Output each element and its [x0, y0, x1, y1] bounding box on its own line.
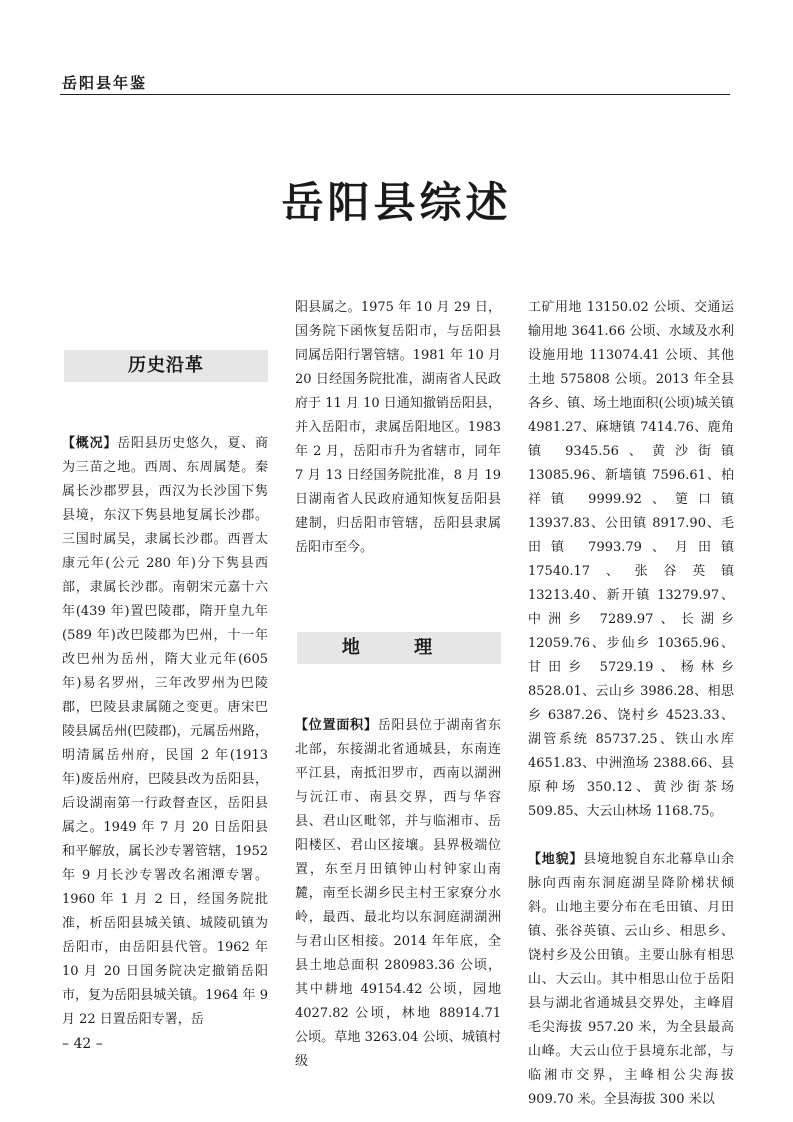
page-number: – 42 – — [62, 1036, 103, 1052]
header-rule — [60, 94, 730, 95]
overview-text-1: 岳阳县历史悠久，夏、商为三苗之地。西周、东周属楚。秦属长沙郡罗县，西汉为长沙国下隽县境，东汉下隽县地复属长沙郡。三国时属吴，隶属长沙郡。西晋太康元年(公元 280 年)分下隽县西部，隶属长沙郡。南朝宋元嘉十六年(439 年)置巴陵郡，隋开皇九年(589 年)改巴陵郡为巴州，十一年改巴州为岳州，隋大业元年(605 年)易名罗州，三年改罗州为巴陵郡，巴陵县隶属随之变更。唐宋巴陵县属岳州(巴陵郡)，元属岳州路，明清属岳州府，民国 2 年(1913 年)废岳州府，巴陵县改为岳阳县，后设湖南第一行政督查区，岳阳县属之。1949 年 7 月 20 日岳阳县和平解放，属长沙专署管辖，1952 年 9 月长沙专署改名湘潭专署。1960 年 1 月 2 日，经国务院批准，析岳阳县城关镇、城陵矶镇为岳阳市，由岳阳县代管。1962 年 10 月 20 日国务院决定撤销岳阳市，复为岳阳县城关镇。1964 年 9 月 22 日置岳阳专署，岳 — [62, 436, 268, 1027]
location-text-2: 工矿用地 13150.02 公顷、交通运输用地 3641.66 公顷、水域及水利设施用地 113074.41 公顷、其他土地 575808 公顷。2013 年全县各乡、镇、场土地面积(公顷)城关镇 4981.27、麻塘镇 7414.76、鹿角镇 9345.56、黄沙街镇 13085.96、新墙镇 7596.61、柏祥镇 9999.92、筻口镇 13937.83、公田镇 8917.90、毛田镇 7993.79、月田镇 17540.17、张谷英镇 13213.40、新开镇 13279.97、中洲乡 7289.97、长湖乡 12059.76、步仙乡 10365.96、甘田乡 5729.19、杨林乡 8528.01、云山乡 3986.28、相思乡 6387.26、饶村乡 4523.33、湖管系统 85737.25、铁山水库 4651.83、中洲渔场 2388.66、县原种场 350.12、黄沙街茶场 509.85、大云山林场 1168.75。 — [528, 300, 734, 819]
location-text-1: 岳阳县位于湖南省东北部，东接湖北省通城县，东南连平江县，南抵汨罗市，西南以湖洲与沅江市、南县交界，西与华容县、君山区毗邻，并与临湘市、岳阳楼区、君山区接壤。县界极端位置，东至月田镇钟山村钟家山南麓，南至长湖乡民主村王家寮分水岭，最西、最北均以东洞庭湖湖洲与君山区相接。2014 年年底，全县土地总面积 280983.36 公顷，其中耕地 49154.42 公顷，园地 4027.82 公顷，林地 88914.71 公顷。草地 3263.04 公顷、城镇村级 — [295, 718, 501, 1069]
running-header: 岳阳县年鉴 — [62, 74, 148, 92]
landform-text: 县境地貌自东北幕阜山余脉向西南东洞庭湖呈降阶梯状倾斜。山地主要分布在毛田镇、月田镇、张谷英镇、云山乡、相思乡、饶村乡及公田镇。主要山脉有相思山、大云山。其中相思山位于岳阳县与湖北省通城县交界处，主峰眉毛尖海拔 957.20 米，为全县最高山峰。大云山位于县境东北部，与临湘市交界，主峰相公尖海拔 909.70 米。全县海拔 300 米以 — [528, 852, 734, 1107]
column-1 — [62, 296, 268, 1032]
column-3 — [528, 296, 734, 1112]
section-heading-geography: 地 理 — [297, 632, 501, 664]
section-heading-history: 历史沿革 — [64, 350, 268, 382]
article-title: 岳阳县综述 — [281, 178, 512, 227]
overview-text-2: 阳县属之。1975 年 10 月 29 日，国务院下函恢复岳阳市，与岳阳县同属岳阳行署管辖。1981 年 10 月 20 日经国务院批准，湖南省人民政府于 11 月 10 日通知撤销岳阳县，并入岳阳市，隶属岳阳地区。1983 年 2 月，岳阳市升为省辖市，同年 7 月 13 日经国务院批准，8 月 19 日湖南省人民政府通知恢复岳阳县建制，归岳阳市管辖，岳阳县隶属岳阳市至今。 — [295, 300, 501, 555]
tag-landform: 【地貌】 — [528, 852, 584, 867]
column-2 — [295, 296, 501, 1074]
paragraph-landform — [528, 848, 734, 1112]
tag-overview: 【概况】 — [62, 436, 118, 451]
paragraph-location-part-1 — [295, 714, 501, 1074]
paragraph-overview-part-2 — [295, 296, 501, 560]
tag-location: 【位置面积】 — [295, 718, 378, 733]
paragraph-location-part-2 — [528, 296, 734, 824]
paragraph-overview-part-1 — [62, 432, 268, 1032]
